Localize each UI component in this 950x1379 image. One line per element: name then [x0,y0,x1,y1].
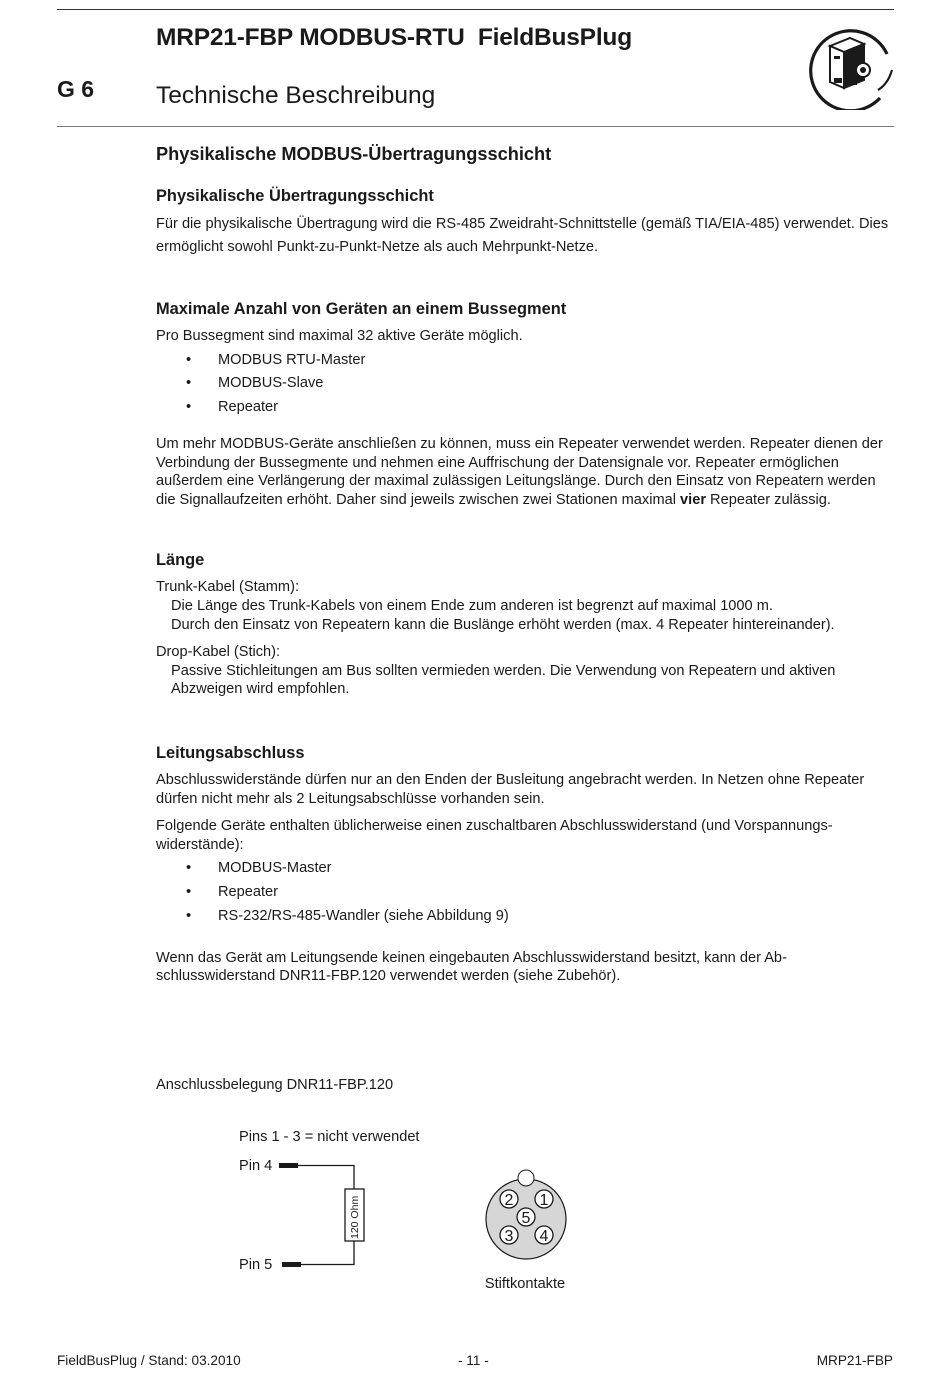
pin5-terminal [282,1262,301,1267]
repeater-text-bold: vier [680,491,706,508]
pin-number: 2 [504,1192,514,1209]
pin4-label: Pin 4 [239,1158,273,1174]
paragraph-abschluss-3: Wenn das Gerät am Leitungsende keinen eingebauten Abschlusswiderstand besitzt, kann der Abschlusswiderstand DNR11-FBP.120 verwendet werden (siehe Zubehör). [156,949,787,985]
pin-1 [535,1190,553,1209]
pin-number: 5 [521,1210,531,1227]
repeater-text: Um mehr MODBUS-Geräte anschließen zu können, muss ein Repeater verwendet werden. Repeater dienen der Verbindung der Bussegmente und nehmen eine Auffrischung der Datensignale vor. Repeater ermöglichen außerdem eine Verlängerung der maximal zulässigen Leitungslänge. Durch den Einsatz von Repeatern werden die Signallaufzeiten erhöht. Daher sind jeweils zwischen zwei Stationen maximal [156,435,883,508]
list-item: • MODBUS RTU-Master [156,351,890,375]
trunk-line-1: Die Länge des Trunk-Kabels von einem Ende zum anderen ist begrenzt auf maximal 1000 m. [171,597,773,614]
drop-text: Passive Stichleitungen am Bus sollten vermieden werden. Die Verwendung von Repeatern und aktiven Abzweigen wird empfohlen. [171,662,836,698]
page-number: - 11 - [458,1353,489,1368]
paragraph-abschluss-2: Folgende Geräte enthalten üblicherweise einen zuschaltbaren Abschlusswiderstand (und Vorspannungswiderstände): [156,818,833,853]
pin-number: 4 [539,1228,549,1245]
connector-pinout [486,1170,566,1259]
device-list [156,351,890,422]
heading-max-geraete: Maximale Anzahl von Geräten an einem Bussegment [156,300,567,318]
paragraph-repeater [156,435,890,509]
pin-4 [535,1226,553,1245]
pin4-terminal [279,1163,298,1168]
fieldbusplug-logo-icon [808,24,894,110]
main-content [156,143,890,986]
heading-leitungsabschluss: Leitungsabschluss [156,743,305,762]
trunk-line-2: Durch den Einsatz von Repeatern kann die Buslänge erhöht werden (max. 4 Repeater hintereinander). [171,616,835,633]
termination-device-list [156,859,890,930]
heading-laenge: Länge [156,551,205,570]
paragraph-rs485: Für die physikalische Übertragung wird die RS-485 Zweidraht-Schnittstelle (gemäß TIA/EIA-485) verwendet. Dies ermöglicht sowohl Punkt-zu-Punkt-Netze als auch Mehrpunkt-Netze. [156,216,889,255]
wire-pin5 [301,1241,354,1265]
pin-number: 3 [504,1228,514,1245]
pin-5 [517,1208,535,1227]
list-item: • RS-232/RS-485-Wandler (siehe Abbildung 9) [156,907,890,931]
pin-number: 1 [539,1192,549,1209]
pin-2 [500,1190,518,1209]
pin5-label: Pin 5 [239,1257,273,1273]
document-title: MRP21-FBP MODBUS-RTU FieldBusPlug [156,24,632,51]
wire-pin4 [298,1166,354,1190]
list-item: • MODBUS-Slave [156,374,890,398]
trunk-label: Trunk-Kabel (Stamm): [156,579,299,596]
connector-caption: Stiftkontakte [484,1276,566,1292]
footer-right: MRP21-FBP [816,1353,893,1368]
list-item: • Repeater [156,398,890,422]
document-subtitle: Technische Beschreibung [156,82,436,109]
header-bottom-rule [57,126,894,127]
list-item: • Repeater [156,883,890,907]
paragraph-abschluss-1: Abschlusswiderstände dürfen nur an den Enden der Busleitung angebracht werden. In Netzen ohne Repeater dürfen nicht mehr als 2 Leitungsabschlüsse vorhanden sein. [156,771,865,807]
chapter-code: G 6 [57,76,95,102]
header-top-rule [57,9,894,10]
connector-key-notch [518,1170,534,1186]
pins-note: Pins 1 - 3 = nicht verwendet [239,1129,420,1145]
heading-physikalische-uebertragungsschicht: Physikalische Übertragungsschicht [156,187,434,205]
section-title: Physikalische MODBUS-Übertragungsschicht [156,144,552,164]
paragraph-max-geraete: Pro Bussegment sind maximal 32 aktive Geräte möglich. [156,328,523,344]
figure-caption: Anschlussbelegung DNR11-FBP.120 [156,1077,394,1093]
footer-left: FieldBusPlug / Stand: 03.2010 [57,1353,241,1368]
repeater-text-end: Repeater zulässig. [706,491,831,508]
resistor-label: 120 Ohm [349,1195,361,1239]
connector-wiring-diagram [236,1122,596,1302]
drop-label: Drop-Kabel (Stich): [156,644,281,661]
list-item: • MODBUS-Master [156,859,890,883]
pin-3 [500,1226,518,1245]
